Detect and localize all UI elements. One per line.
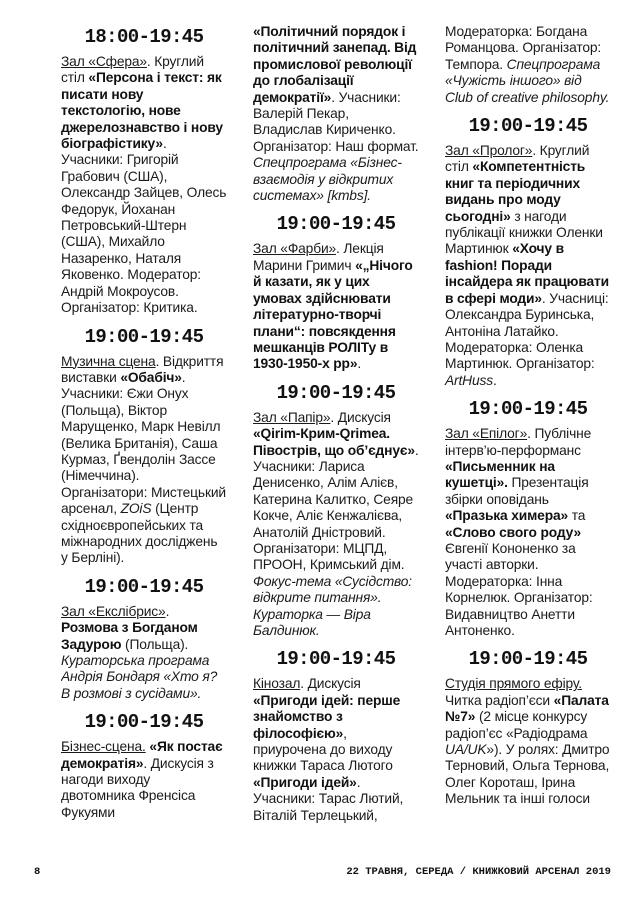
event-description — [253, 241, 419, 372]
time-slot-heading: 19:00-19:45 — [468, 115, 588, 138]
event-text: (2 місце конкурсу радіоп’єс «Радіодрама — [445, 709, 588, 741]
event-description — [61, 739, 227, 821]
event-text: »). У ролях: Дмитро Терновий, Ольга Тернова, Олег Короташ, Ірина Мельник та інші голоси — [445, 742, 610, 807]
event-text: Презентація збірки оповідань — [445, 475, 589, 507]
event-description — [445, 143, 611, 389]
event-text: . Дискусія — [300, 676, 361, 692]
event-text: . Відкриття виставки — [61, 353, 224, 385]
event-note: Спецпрограма «Чужість іншого» від Club of creative philosophy. — [445, 56, 610, 105]
event-title: «Хочу в fashion! Поради інсайдера як працювати в сфері моди» — [445, 241, 609, 306]
page-number: 8 — [34, 866, 41, 878]
event-title: «Письменник на кушетці». — [445, 458, 555, 491]
event-description — [61, 54, 227, 317]
time-slot-heading: 18:00-19:45 — [84, 26, 204, 48]
event-note: ArtHuss — [445, 372, 494, 388]
event-text: Модераторка: Богдана Романцова. Організатор: Темпора. — [445, 24, 602, 72]
event-text: , приурочена до виходу книжки Тараса Лютого — [253, 725, 393, 774]
event-description — [445, 24, 611, 106]
event-text: . Лекція Марини Гримич — [253, 241, 384, 273]
program-column-1 — [61, 24, 227, 856]
venue-name: Зал «Пролог» — [445, 143, 533, 159]
event-title: «Як постає демократія» — [61, 739, 223, 771]
event-description — [61, 354, 227, 567]
event-text: . Дискусія — [330, 409, 391, 425]
program-columns — [61, 24, 613, 856]
event-description — [253, 410, 419, 640]
event-title: «Компетентність книг та періодичних видань про моду сьогодні» — [445, 159, 586, 224]
event-title: «„Нічого й казати, як у цих умовах здійснювати літературно-творчі плани“: повсякдення мешканців РОЛІТу в 1930-1950-х рр» — [253, 257, 413, 372]
event-note: ZOiS — [120, 501, 152, 517]
event-title: «Обабіч» — [120, 369, 182, 385]
venue-name: Зал «Папір» — [253, 409, 331, 425]
venue-name: Зал «Фарби» — [253, 241, 337, 257]
event-note: UA/UK — [445, 742, 487, 758]
footer — [0, 866, 640, 882]
venue-name: Кінозал — [253, 676, 301, 692]
venue-name: Музична сцена — [61, 353, 156, 369]
event-text: та — [568, 508, 586, 524]
program-column-2 — [253, 24, 419, 856]
event-title: «Політичний порядок і політичний занепад. Від промислової революції до глобалізації демократії» — [253, 24, 417, 105]
event-text: . — [493, 372, 497, 388]
event-description — [445, 426, 611, 639]
event-title: «Пригоди ідей» — [253, 774, 357, 790]
event-text: . Публічне інтерв’ю-перформанс — [445, 426, 592, 458]
event-title: «Празька химера» — [445, 508, 569, 524]
event-text: Євгенії Кононенко за участі авторки. Модераторка: Інна Корнелюк. Організатор: Видавництво Анетти Антоненко. — [445, 540, 593, 638]
event-text: . — [165, 603, 170, 619]
time-slot-heading: 19:00-19:45 — [468, 398, 588, 421]
event-text: . Учасники: Валерій Пекар, Владислав Кириченко. Організатор: Наш формат. — [253, 89, 419, 154]
time-slot-heading: 19:00-19:45 — [276, 381, 396, 404]
event-text: . Круглий стіл — [61, 54, 204, 86]
event-text: . Учасники: Лариса Денисенко, Алім Алієв, Катерина Калитко, Сеяре Кокче, Аліє Кенжалієва, Анатолій Дністровий. Організатори: МЦПД, ПРООН, Кримський дім. — [253, 442, 419, 573]
event-text: . Дискусія з нагоди виходу двотомника Френсіса Фукуями — [61, 755, 214, 820]
footer-date-title: 22 ТРАВНЯ, СЕРЕДА / КНИЖКОВИЙ АРСЕНАЛ 2019 — [346, 866, 611, 878]
event-text: . — [357, 356, 362, 372]
venue-name: Студія прямого ефіру. — [445, 676, 582, 692]
event-text: . Учасниці: Олександра Буринська, Антоніна Латайко. Модераторка: Оленка Мартинюк. Організатор: — [445, 290, 609, 372]
time-slot-heading: 19:00-19:45 — [276, 213, 396, 236]
event-text: Читка радіоп’єси — [445, 692, 554, 708]
time-slot-heading: 19:00-19:45 — [468, 648, 588, 671]
event-description — [61, 604, 227, 702]
event-description — [253, 676, 419, 824]
event-text: (Польща). — [121, 636, 189, 652]
event-title: «Qirim-Крим-Qrimea. Півострів, що об’єднує» — [253, 426, 415, 458]
venue-name: Зал «Екслібрис» — [61, 603, 166, 619]
event-title: «Слово свого роду» — [445, 524, 582, 540]
event-title: Розмова з Богданом Задурою — [61, 620, 198, 652]
event-note: Фокус-тема «Сусідство: відкрите питання». Кураторка — Віра Балдинюк. — [253, 573, 412, 638]
event-title: «Персона і текст: як писати нову текстологію, нове джерелознавство і нову біографістику» — [61, 70, 223, 152]
event-text: . Учасники: Григорій Грабович (США), Олександр Зайцев, Олесь Федорук, Йоханан Петровський-Штерн (США), Михайло Назаренко, Наталя Яковенко. Модератор: Андрій Мокроусов. Організатор: Критика. — [61, 136, 227, 316]
event-title: «Палата №7» — [445, 692, 609, 725]
venue-name: Зал «Епілог» — [445, 426, 528, 442]
time-slot-heading: 19:00-19:45 — [84, 711, 204, 734]
event-text: . Круглий стіл — [445, 143, 590, 175]
event-text: з нагоди публікації книжки Оленки Мартинюк — [445, 208, 603, 257]
event-text: . Учасники: Єжи Онух (Польща), Віктор Марущенко, Марк Невілл (Велика Британія), Саша Курмаз, Ґвендолін Зассе (Німеччина). Організатори: Мистецький арсенал, — [61, 369, 226, 517]
event-text: . Учасники: Тарас Лютий, Віталій Терлецький, — [253, 774, 404, 823]
venue-name: Бізнес-сцена. — [61, 739, 146, 755]
venue-name: Зал «Сфера» — [61, 54, 147, 69]
event-note: Спецпрограма «Бізнес-взаємодія у відкритих системах» [kmbs]. — [253, 155, 402, 204]
program-column-3 — [445, 24, 611, 856]
time-slot-heading: 19:00-19:45 — [276, 648, 396, 671]
event-note: Кураторська програма Андрія Бондаря «Хто я? В розмові з сусідами». — [61, 653, 218, 701]
time-slot-heading: 19:00-19:45 — [84, 325, 204, 348]
event-description — [253, 24, 419, 204]
time-slot-heading: 19:00-19:45 — [84, 575, 204, 598]
event-text: (Центр східноєвропейських та міжнародних досліджень у Берліні). — [61, 501, 218, 566]
event-title: «Пригоди ідей: перше знайомство з філософією» — [253, 692, 401, 741]
event-description — [445, 676, 611, 807]
